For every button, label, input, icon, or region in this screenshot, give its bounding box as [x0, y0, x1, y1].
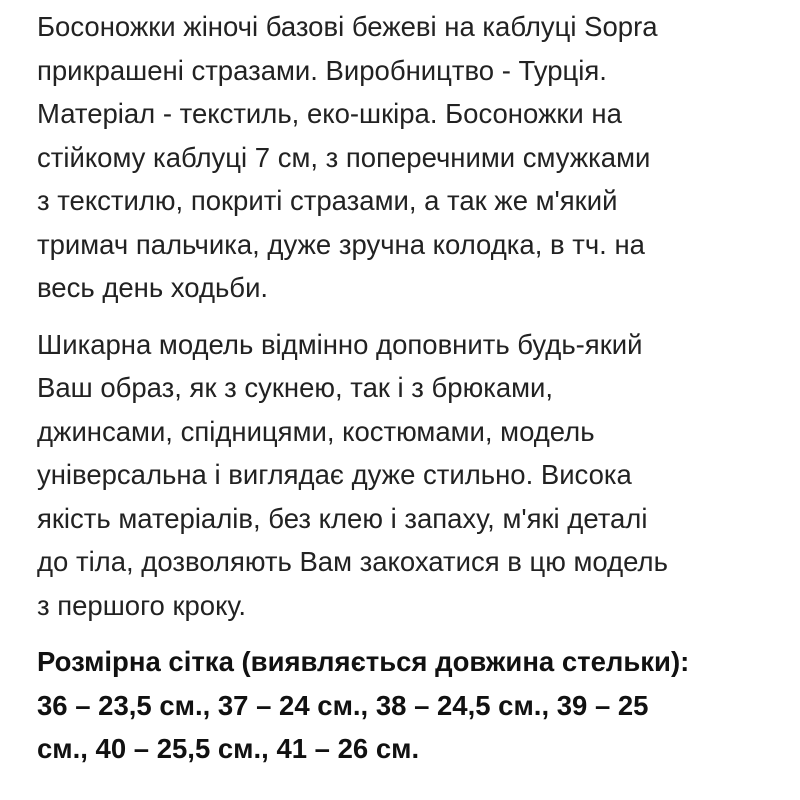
description-paragraph-2: [37, 323, 777, 628]
text-line: Шикарна модель відмінно доповнить будь-який: [37, 328, 643, 360]
size-chart-line: 36 – 23,5 см., 37 – 24 см., 38 – 24,5 см., 39 – 25: [37, 689, 649, 721]
text-line: з першого кроку.: [37, 589, 247, 621]
text-line: Ваш образ, як з сукнею, так і з брюками,: [37, 372, 554, 403]
text-line: Босоножки жіночі базові бежеві на каблуці Sopra: [37, 11, 658, 42]
size-chart-heading: Розмірна сітка (виявляється довжина стельки):: [37, 646, 690, 677]
product-description: [37, 0, 777, 771]
size-chart: [37, 640, 777, 771]
text-line: з текстилю, покриті стразами, а так же м'який: [37, 185, 618, 216]
text-line: тримач пальчика, дуже зручна колодка, в тч. на: [37, 228, 645, 260]
text-line: весь день ходьби.: [37, 272, 269, 303]
text-line: Матеріал - текстиль, еко-шкіра. Босоножки на: [37, 98, 622, 129]
text-line: стійкому каблуці 7 см, з поперечними смужками: [37, 141, 651, 173]
text-line: прикрашені стразами. Виробництво - Турція.: [37, 54, 607, 86]
text-line: універсальна і виглядає дуже стильно. Висока: [37, 459, 632, 490]
description-paragraph-1: [37, 0, 777, 310]
text-line: до тіла, дозволяють Вам закохатися в цю модель: [37, 546, 668, 577]
size-chart-line: см., 40 – 25,5 см., 41 – 26 см.: [37, 733, 420, 764]
text-line: якість матеріалів, без клею і запаху, м'які деталі: [37, 502, 648, 534]
text-line: джинсами, спідницями, костюмами, модель: [37, 415, 595, 447]
